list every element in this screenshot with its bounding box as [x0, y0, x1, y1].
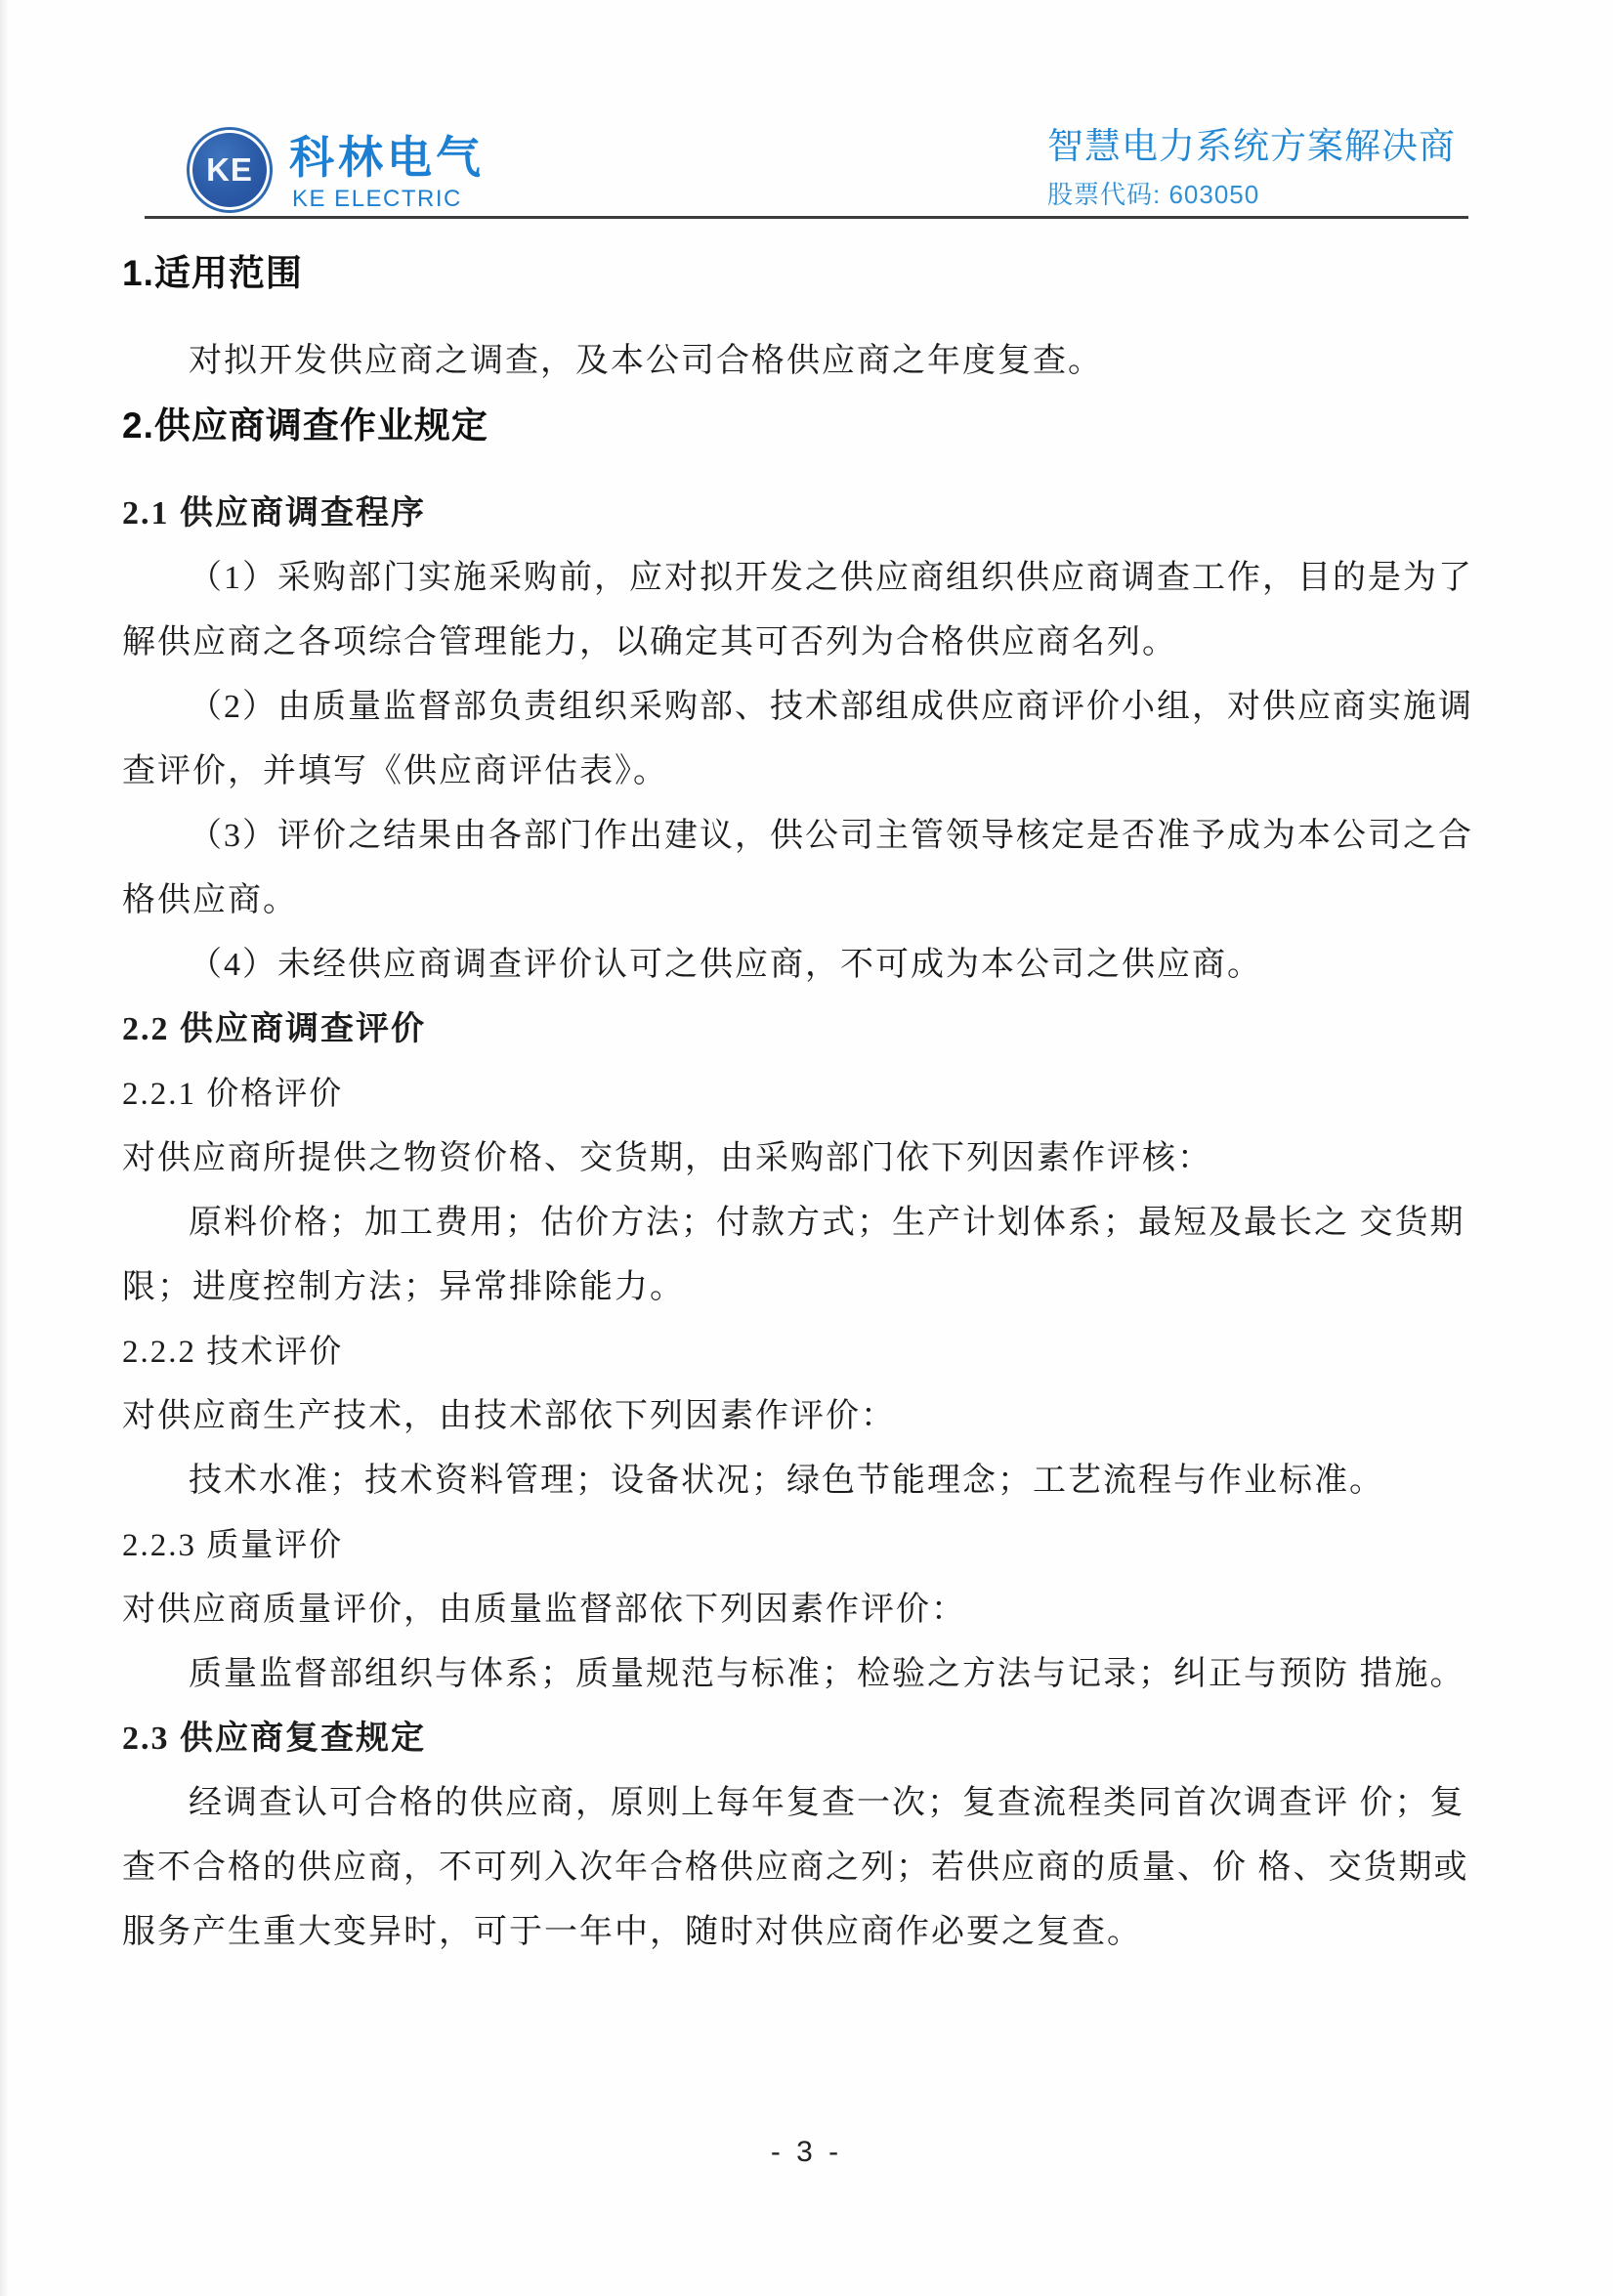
paragraph-line: 对供应商质量评价，由质量监督部依下列因素作评价： [122, 1592, 966, 1628]
paragraph-line: 质量监督部组织与体系；质量规范与标准；检验之方法与记录；纠正与预防 措施。 [189, 1656, 1465, 1692]
paragraph-line: （4）未经供应商调查评价认可之供应商，不可成为本公司之供应商。 [189, 947, 1262, 983]
paragraph-line: 查不合格的供应商，不可列入次年合格供应商之列；若供应商的质量、价 格、交货期或 [122, 1850, 1469, 1886]
paragraph-line: 服务产生重大变异时，可于一年中，随时对供应商作必要之复查。 [122, 1914, 1142, 1950]
paragraph-line: 原料价格；加工费用；估价方法；付款方式；生产计划体系；最短及最长之 交货期 [189, 1205, 1465, 1241]
paragraph-line: 经调查认可合格的供应商，原则上每年复查一次；复查流程类同首次调查评 价；复 [189, 1785, 1465, 1821]
section-heading: 1.适用范围 [122, 253, 303, 293]
section-heading: 2.2.3 质量评价 [122, 1528, 344, 1563]
paragraph-line: （1）采购部门实施采购前，应对拟开发之供应商组织供应商调查工作，目的是为了 [189, 560, 1473, 596]
brand-name-english: KE ELECTRIC [292, 186, 462, 212]
paragraph-line: 对拟开发供应商之调查，及本公司合格供应商之年度复查。 [189, 343, 1103, 379]
paragraph-line: 查评价，并填写《供应商评估表》。 [122, 753, 668, 789]
section-heading: 2.2 供应商调查评价 [122, 1011, 426, 1047]
paragraph-line: 对供应商生产技术，由技术部依下列因素作评价： [122, 1398, 896, 1434]
stock-code: 股票代码: 603050 [1047, 180, 1260, 209]
section-heading: 2.3 供应商复查规定 [122, 1721, 426, 1757]
company-tagline: 智慧电力系统方案解决商 [1047, 126, 1456, 166]
section-heading: 2.2.1 价格评价 [122, 1077, 344, 1112]
section-heading: 2.2.2 技术评价 [122, 1335, 344, 1370]
paragraph-line: 限；进度控制方法；异常排除能力。 [122, 1269, 685, 1305]
paragraph-line: （2）由质量监督部负责组织采购部、技术部组成供应商评价小组，对供应商实施调 [189, 689, 1473, 725]
section-heading: 2.1 供应商调查程序 [122, 495, 426, 531]
paragraph-line: 对供应商所提供之物资价格、交货期，由采购部门依下列因素作评核： [122, 1140, 1212, 1176]
paragraph-line: 解供应商之各项综合管理能力，以确定其可否列为合格供应商名列。 [122, 624, 1177, 660]
ke-electric-logo-icon [187, 127, 273, 213]
section-heading: 2.供应商调查作业规定 [122, 405, 488, 446]
document-body [122, 241, 1539, 1965]
paragraph-line: （3）评价之结果由各部门作出建议，供公司主管领导核定是否准予成为本公司之合 [189, 818, 1473, 854]
page-number: - 3 - [770, 2136, 843, 2168]
brand-name-chinese: 科林电气 [289, 132, 485, 183]
paragraph-line: 技术水准；技术资料管理；设备状况；绿色节能理念；工艺流程与作业标准。 [189, 1463, 1384, 1499]
header-divider [145, 216, 1468, 219]
logo-monogram: KE [192, 133, 267, 207]
paragraph-line: 格供应商。 [122, 882, 298, 918]
